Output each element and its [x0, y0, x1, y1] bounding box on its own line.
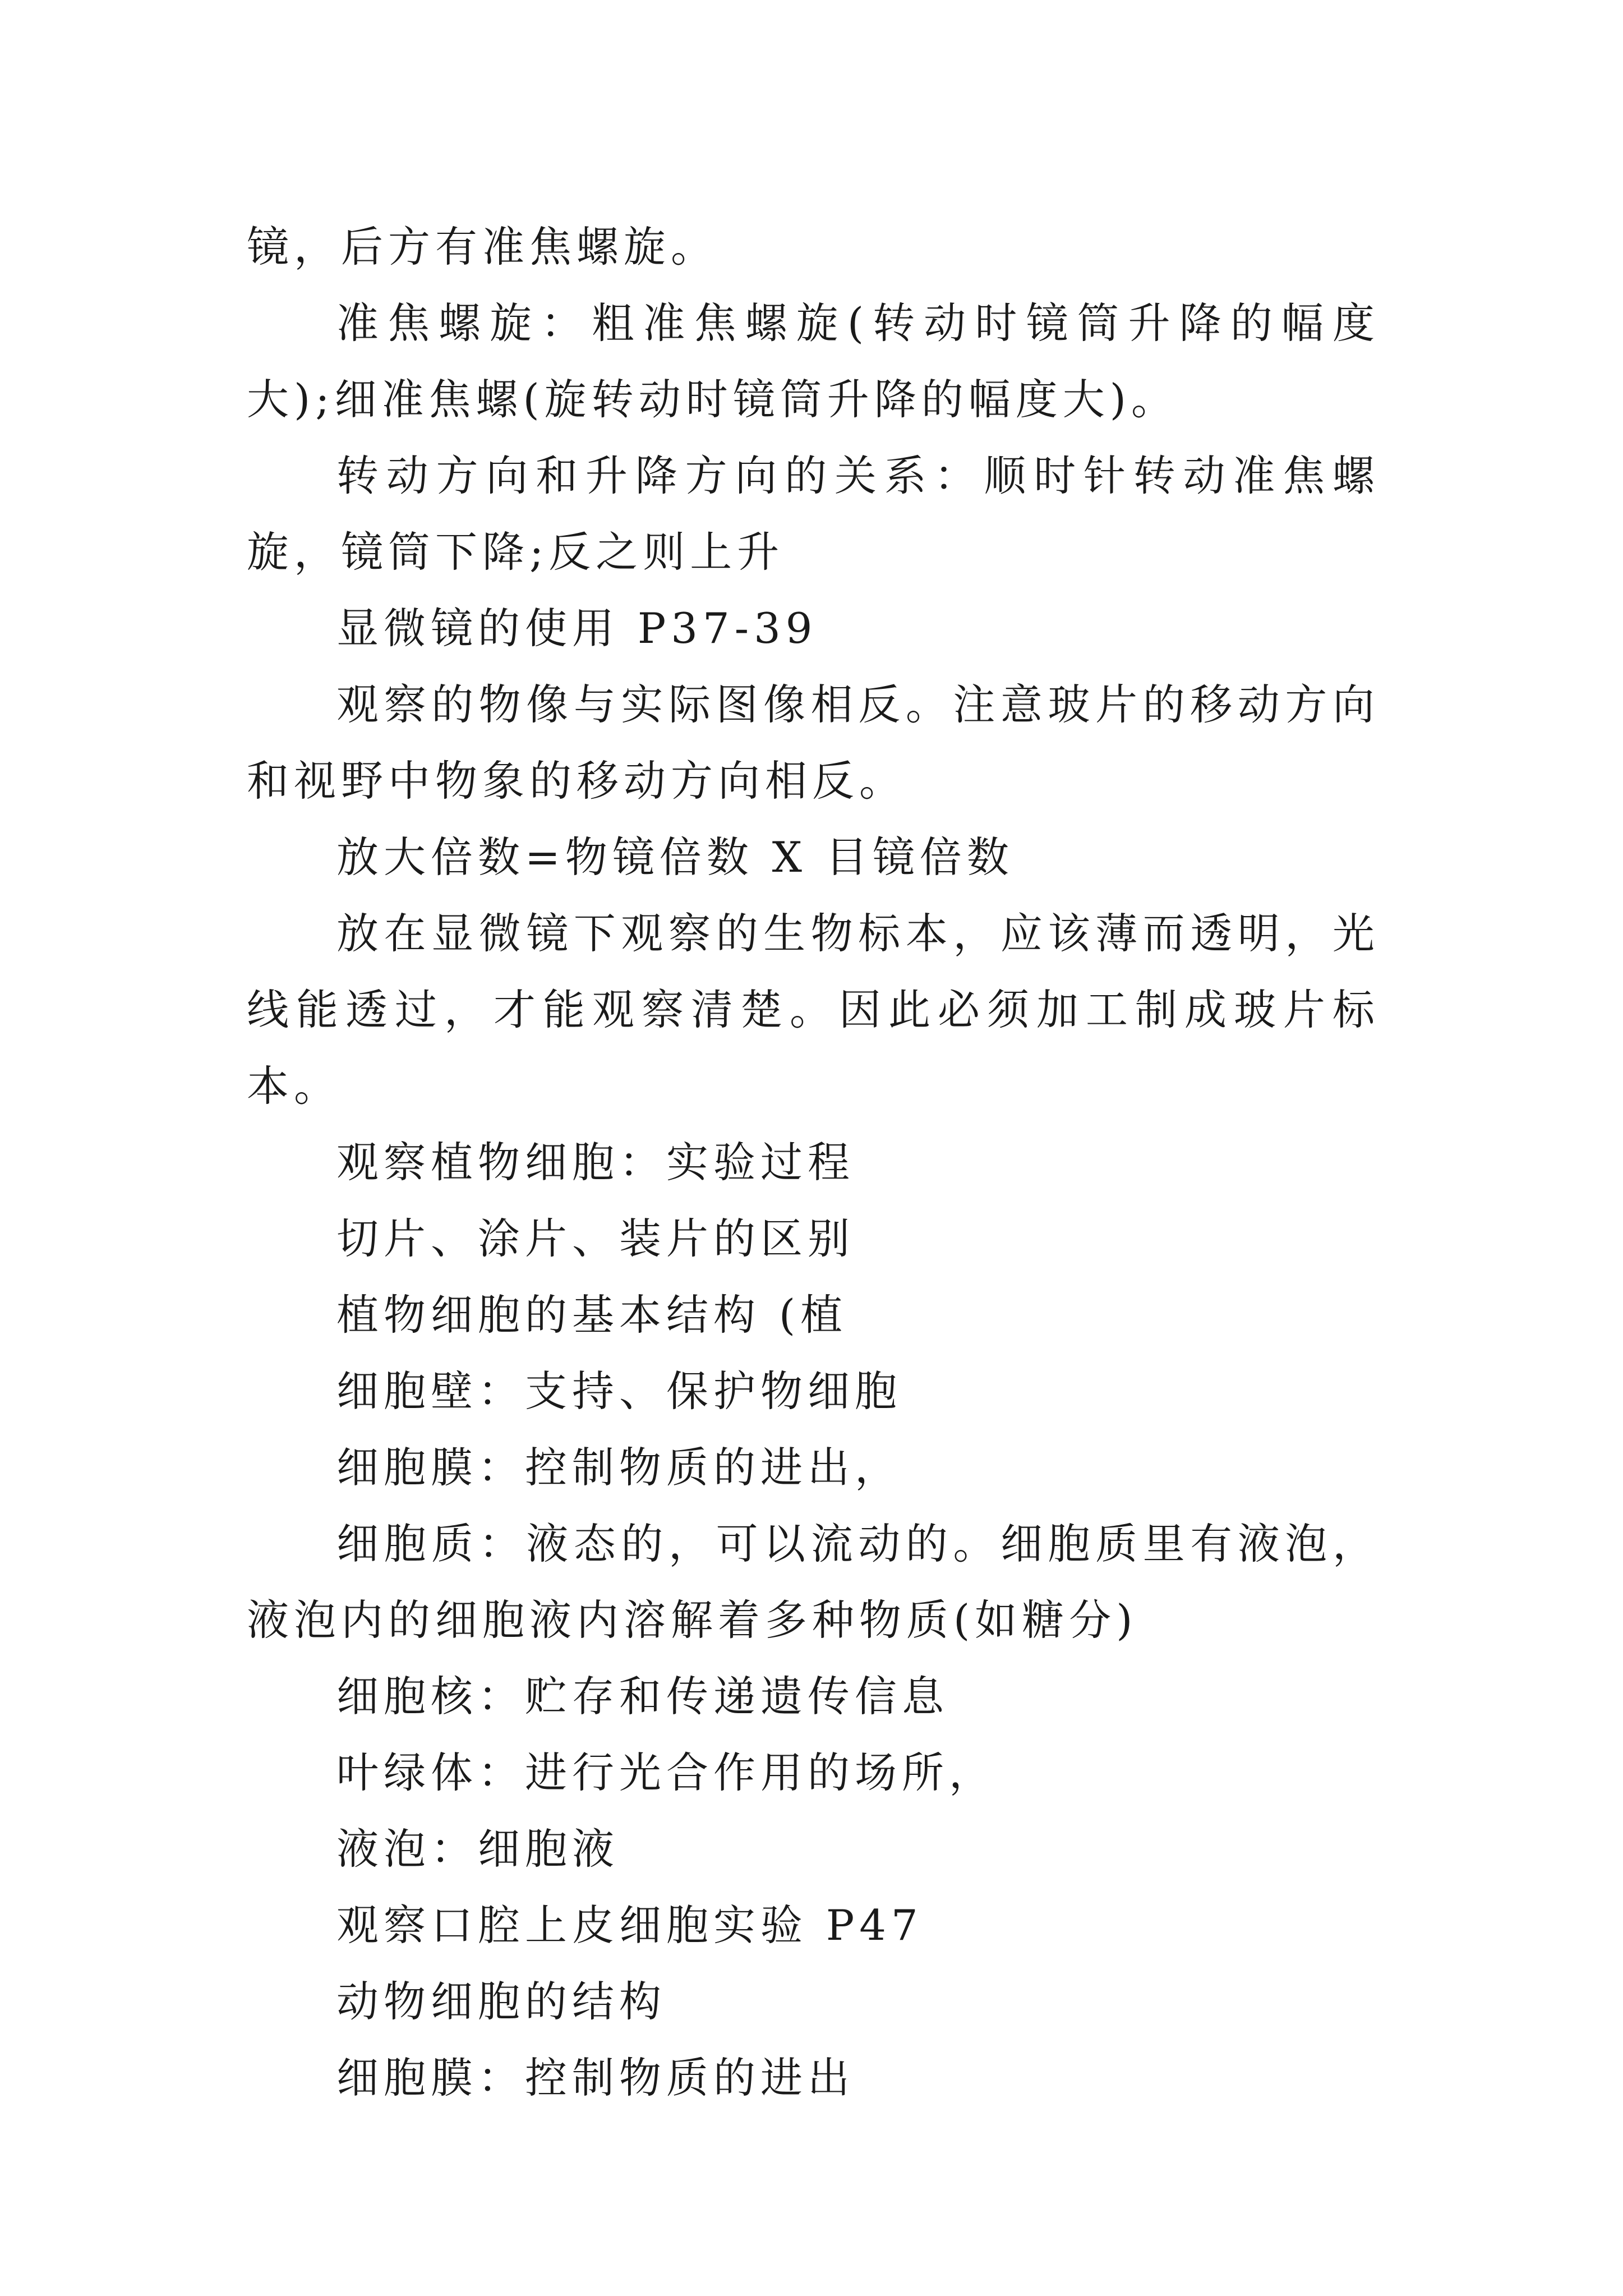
paragraph: 切片、涂片、装片的区别: [336, 1214, 855, 1263]
paragraph: 细胞核：贮存和传递遗传信息: [336, 1672, 949, 1721]
document-body: [247, 209, 1380, 2116]
paragraph: 细胞质：液态的，可以流动的。细胞质里有液泡，液泡内的细胞液内溶解着多种物质(如糖分): [247, 1519, 1380, 1645]
paragraph: 动物细胞的结构: [336, 1977, 667, 2026]
paragraph: 细胞膜：控制物质的进出，: [336, 1443, 902, 1492]
paragraph: 观察的物像与实际图像相反。注意玻片的移动方向和视野中物象的移动方向相反。: [247, 680, 1380, 806]
paragraph: 转动方向和升降方向的关系：顺时针转动准焦螺旋，镜筒下降;反之则上升: [247, 451, 1380, 577]
paragraph: 准焦螺旋：粗准焦螺旋(转动时镜筒升降的幅度大);细准焦螺(旋转动时镜筒升降的幅度大)。: [247, 298, 1380, 424]
paragraph: 镜，后方有准焦螺旋。: [247, 222, 718, 272]
paragraph: 放大倍数=物镜倍数 X 目镜倍数: [336, 832, 1014, 882]
paragraph: 细胞膜：控制物质的进出: [336, 2053, 855, 2102]
paragraph: 液泡：细胞液: [336, 1824, 620, 1874]
paragraph: 观察口腔上皮细胞实验 P47: [336, 1901, 923, 1950]
paragraph: 细胞壁：支持、保护物细胞: [336, 1366, 902, 1416]
paragraph: 显微镜的使用 P37-39: [336, 604, 818, 653]
paragraph: 植物细胞的基本结构 (植: [336, 1290, 848, 1340]
paragraph: 叶绿体：进行光合作用的场所，: [336, 1748, 997, 1797]
paragraph: 放在显微镜下观察的生物标本，应该薄而透明，光线能透过，才能观察清楚。因此必须加工制成玻片标本。: [247, 909, 1380, 1111]
paragraph: 观察植物细胞：实验过程: [336, 1138, 855, 1187]
